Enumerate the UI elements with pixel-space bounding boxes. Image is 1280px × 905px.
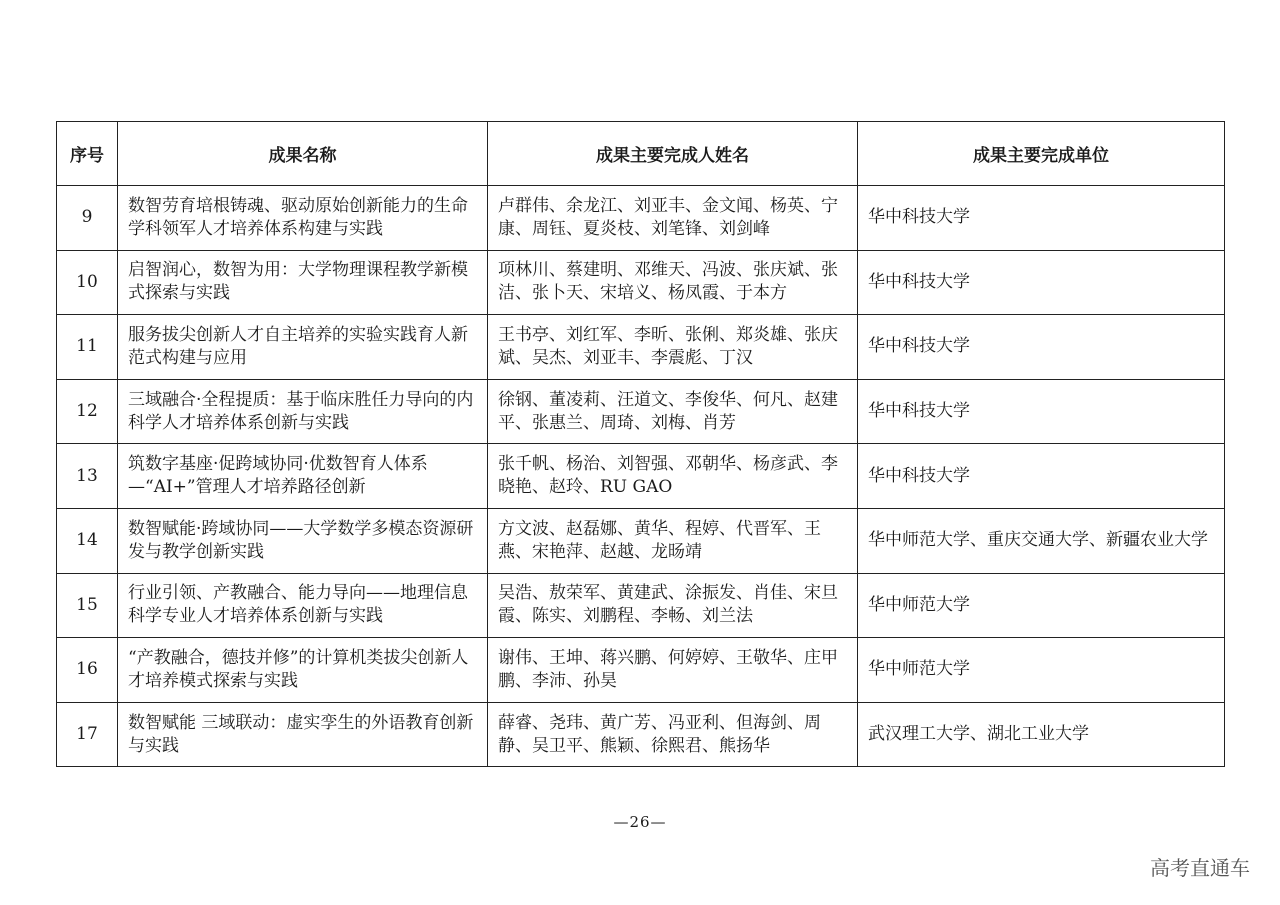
cell-main-contributors: 王书亭、刘红军、李昕、张俐、郑炎雄、张庆斌、吴杰、刘亚丰、李震彪、丁汉	[488, 315, 858, 380]
cell-achievement-name: 数智赋能·跨域协同——大学数学多模态资源研发与教学创新实践	[118, 508, 488, 573]
cell-serial-number: 14	[57, 508, 118, 573]
header-main-contributors: 成果主要完成人姓名	[488, 122, 858, 186]
table-body	[57, 186, 1225, 767]
cell-achievement-name: 数智劳育培根铸魂、驱动原始创新能力的生命学科领军人才培养体系构建与实践	[118, 186, 488, 251]
table-row	[57, 702, 1225, 767]
cell-main-contributors: 项林川、蔡建明、邓维天、冯波、张庆斌、张洁、张卜天、宋培义、杨凤霞、于本方	[488, 250, 858, 315]
table-row	[57, 444, 1225, 509]
table-row	[57, 573, 1225, 638]
cell-main-contributors: 方文波、赵磊娜、黄华、程婷、代晋军、王燕、宋艳萍、赵越、龙旸靖	[488, 508, 858, 573]
cell-serial-number: 13	[57, 444, 118, 509]
cell-serial-number: 9	[57, 186, 118, 251]
watermark-text: 高考直通车	[1150, 856, 1250, 880]
header-row	[57, 122, 1225, 186]
cell-main-units: 华中科技大学	[858, 186, 1225, 251]
cell-main-contributors: 薛睿、尧玮、黄广芳、冯亚利、但海剑、周静、吴卫平、熊颖、徐熙君、熊扬华	[488, 702, 858, 767]
cell-achievement-name: 服务拔尖创新人才自主培养的实验实践育人新范式构建与应用	[118, 315, 488, 380]
awards-table	[56, 121, 1225, 767]
cell-main-units: 华中科技大学	[858, 315, 1225, 380]
cell-serial-number: 10	[57, 250, 118, 315]
cell-main-units: 华中师范大学	[858, 638, 1225, 703]
cell-main-contributors: 张千帆、杨治、刘智强、邓朝华、杨彦武、李晓艳、赵玲、RU GAO	[488, 444, 858, 509]
header-main-units: 成果主要完成单位	[858, 122, 1225, 186]
cell-serial-number: 11	[57, 315, 118, 380]
cell-achievement-name: 三域融合·全程提质：基于临床胜任力导向的内科学人才培养体系创新与实践	[118, 379, 488, 444]
cell-main-contributors: 谢伟、王坤、蒋兴鹏、何婷婷、王敬华、庄甲鹏、李沛、孙昊	[488, 638, 858, 703]
cell-achievement-name: 行业引领、产教融合、能力导向——地理信息科学专业人才培养体系创新与实践	[118, 573, 488, 638]
cell-achievement-name: 筑数字基座·促跨域协同·优数智育人体系—“AI+”管理人才培养路径创新	[118, 444, 488, 509]
cell-serial-number: 12	[57, 379, 118, 444]
cell-achievement-name: 数智赋能 三域联动：虚实孪生的外语教育创新与实践	[118, 702, 488, 767]
table-row	[57, 250, 1225, 315]
table-row	[57, 508, 1225, 573]
cell-main-units: 武汉理工大学、湖北工业大学	[858, 702, 1225, 767]
cell-serial-number: 15	[57, 573, 118, 638]
cell-serial-number: 16	[57, 638, 118, 703]
header-serial-number: 序号	[57, 122, 118, 186]
cell-achievement-name: 启智润心，数智为用：大学物理课程教学新模式探索与实践	[118, 250, 488, 315]
cell-main-units: 华中科技大学	[858, 379, 1225, 444]
cell-serial-number: 17	[57, 702, 118, 767]
cell-achievement-name: “产教融合，德技并修”的计算机类拔尖创新人才培养模式探索与实践	[118, 638, 488, 703]
table-row	[57, 379, 1225, 444]
header-achievement-name: 成果名称	[118, 122, 488, 186]
cell-main-units: 华中师范大学、重庆交通大学、新疆农业大学	[858, 508, 1225, 573]
page-number: —26—	[613, 813, 667, 831]
cell-main-contributors: 徐钢、董凌莉、汪道文、李俊华、何凡、赵建平、张惠兰、周琦、刘梅、肖芳	[488, 379, 858, 444]
cell-main-units: 华中科技大学	[858, 250, 1225, 315]
cell-main-contributors: 卢群伟、余龙江、刘亚丰、金文闻、杨英、宁康、周钰、夏炎枝、刘笔锋、刘剑峰	[488, 186, 858, 251]
cell-main-units: 华中科技大学	[858, 444, 1225, 509]
table-header	[57, 122, 1225, 186]
cell-main-units: 华中师范大学	[858, 573, 1225, 638]
table-row	[57, 638, 1225, 703]
table-row	[57, 186, 1225, 251]
table-row	[57, 315, 1225, 380]
cell-main-contributors: 吴浩、敖荣军、黄建武、涂振发、肖佳、宋旦霞、陈实、刘鹏程、李畅、刘兰法	[488, 573, 858, 638]
